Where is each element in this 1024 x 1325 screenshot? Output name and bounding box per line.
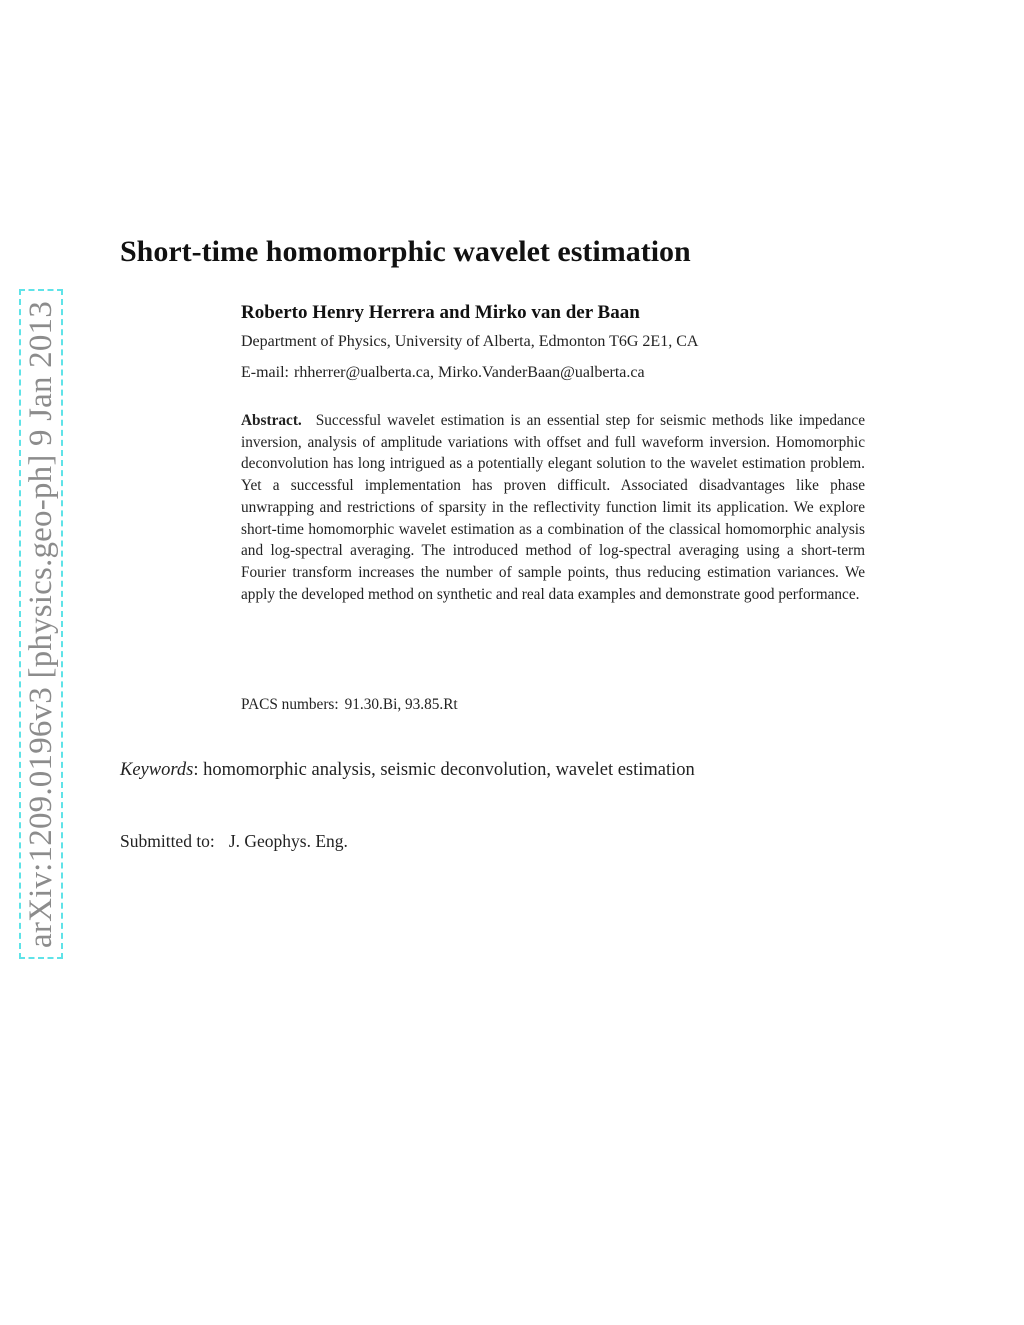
submitted-label: Submitted to:: [120, 831, 215, 851]
pacs-numbers: [241, 696, 458, 714]
paper-authors: Roberto Henry Herrera and Mirko van der Baan: [241, 302, 640, 323]
arxiv-identifier-text: arXiv:1209.0196v3 [physics.geo-ph] 9 Jan 2013: [22, 300, 59, 948]
pacs-value: 91.30.Bi, 93.85.Rt: [344, 696, 458, 713]
arxiv-identifier-stamp: [19, 289, 63, 959]
keywords-line: [120, 760, 695, 781]
abstract-label: Abstract.: [241, 412, 302, 429]
pacs-label: PACS numbers:: [241, 696, 339, 713]
abstract: [241, 410, 865, 605]
submitted-journal: J. Geophys. Eng.: [228, 831, 348, 851]
submitted-to-line: [120, 831, 348, 852]
author-affiliation: Department of Physics, University of Alberta, Edmonton T6G 2E1, CA: [241, 333, 699, 350]
abstract-text: Successful wavelet estimation is an essential step for seismic methods like impedance inversion, analysis of amplitude variations with offset and full waveform inversion. Homomorphic deconvolution has long intrigued as a potentially elegant solution to the wavelet estimation problem. Yet a successful implementation has proven difficult. Associated disadvantages like phase unwrapping and restrictions of sparsity in the reflectivity function limit its application. We explore short-time homomorphic wavelet estimation as a combination of the classical homomorphic analysis and log-spectral averaging. The introduced method of log-spectral averaging using a short-term Fourier transform increases the number of sample points, thus reducing estimation variances. We apply the developed method on synthetic and real data examples and demonstrate good performance.: [241, 412, 865, 603]
paper-title: Short-time homomorphic wavelet estimation: [120, 235, 691, 268]
email-label: E-mail:: [241, 364, 289, 381]
keywords-label: Keywords: [120, 760, 194, 780]
email-addresses: rhherrer@ualberta.ca, Mirko.VanderBaan@ualberta.ca: [293, 364, 645, 381]
keywords-value: : homomorphic analysis, seismic deconvolution, wavelet estimation: [193, 760, 695, 780]
author-email-line: [241, 364, 645, 382]
